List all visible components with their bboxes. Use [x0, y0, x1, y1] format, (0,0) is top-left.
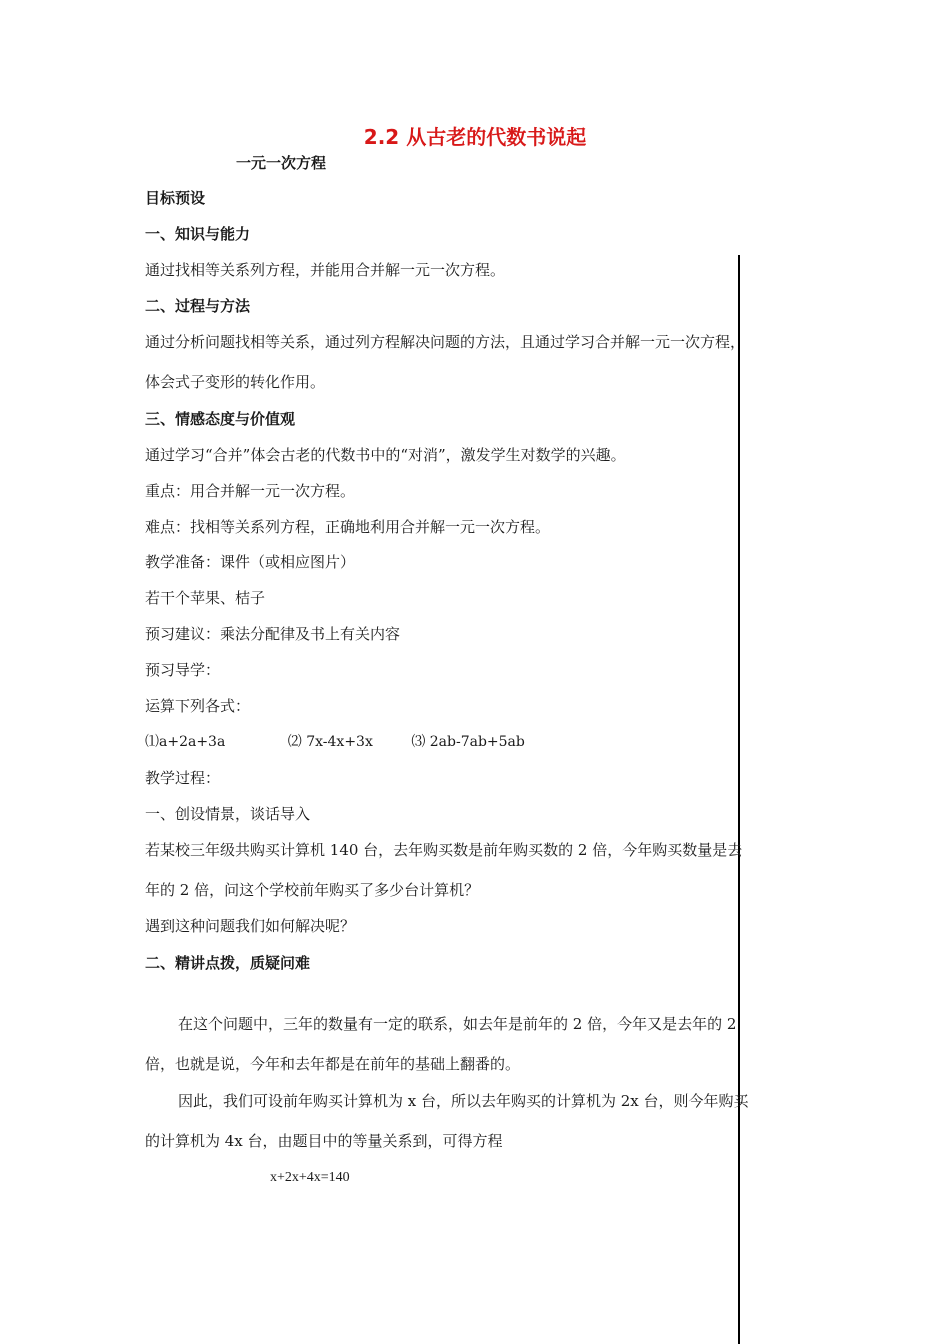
teaching-prep: 教学准备：课件（或相应图片）	[145, 553, 356, 571]
section-3-heading: 三、情感态度与价值观	[145, 410, 296, 428]
step-1-heading: 一、创设情景，谈话导入	[145, 805, 311, 823]
exercise-1: ⑴a+2a+3a	[145, 734, 226, 750]
problem-line-2: 年的 2 倍，问这个学校前年购买了多少台计算机？	[145, 881, 480, 899]
compute-instruction: 运算下列各式：	[145, 697, 251, 715]
difficulty: 难点：找相等关系列方程，正确地利用合并解一元一次方程。	[145, 518, 551, 536]
exercise-2: ⑵ 7x-4x+3x	[287, 734, 373, 750]
vertical-rule	[738, 255, 740, 1344]
section-2-text-line-2: 体会式子变形的转化作用。	[145, 373, 326, 391]
page-title: 2.2 从古老的代数书说起	[363, 125, 587, 149]
paragraph-2-line-2: 的计算机为 4x 台，由题目中的等量关系到，可得方程	[145, 1132, 503, 1150]
teaching-prep-items: 若干个苹果、桔子	[145, 589, 266, 607]
exercise-3: ⑶ 2ab-7ab+5ab	[411, 734, 525, 750]
paragraph-2-line-1: 因此，我们可设前年购买计算机为 x 台，所以去年购买的计算机为 2x 台，则今年购买	[178, 1092, 749, 1110]
preview-guide: 预习导学：	[145, 661, 221, 679]
key-point: 重点：用合并解一元一次方程。	[145, 482, 356, 500]
step-2-heading: 二、精讲点拨，质疑问难	[145, 954, 311, 972]
exercise-list	[145, 732, 525, 752]
teaching-process: 教学过程：	[145, 769, 221, 787]
subtitle: 一元一次方程	[236, 154, 327, 172]
preview-advice: 预习建议：乘法分配律及书上有关内容	[145, 625, 401, 643]
section-1-text: 通过找相等关系列方程，并能用合并解一元一次方程。	[145, 261, 506, 279]
section-2-text-line-1: 通过分析问题找相等关系，通过列方程解决问题的方法，且通过学习合并解一元一次方程，	[145, 333, 746, 351]
paragraph-1-line-2: 倍，也就是说，今年和去年都是在前年的基础上翻番的。	[145, 1055, 521, 1073]
problem-question: 遇到这种问题我们如何解决呢？	[145, 917, 356, 935]
goals-heading: 目标预设	[145, 189, 206, 207]
section-2-heading: 二、过程与方法	[145, 297, 251, 315]
section-1-heading: 一、知识与能力	[145, 225, 251, 243]
section-3-text: 通过学习“合并”体会古老的代数书中的“对消”，激发学生对数学的兴趣。	[145, 446, 626, 464]
problem-line-1: 若某校三年级共购买计算机 140 台，去年购买数是前年购买数的 2 倍，今年购买数量是去	[145, 841, 743, 859]
paragraph-1-line-1: 在这个问题中，三年的数量有一定的联系，如去年是前年的 2 倍，今年又是去年的 2	[178, 1015, 737, 1033]
equation: x+2x+4x=140	[270, 1170, 350, 1185]
